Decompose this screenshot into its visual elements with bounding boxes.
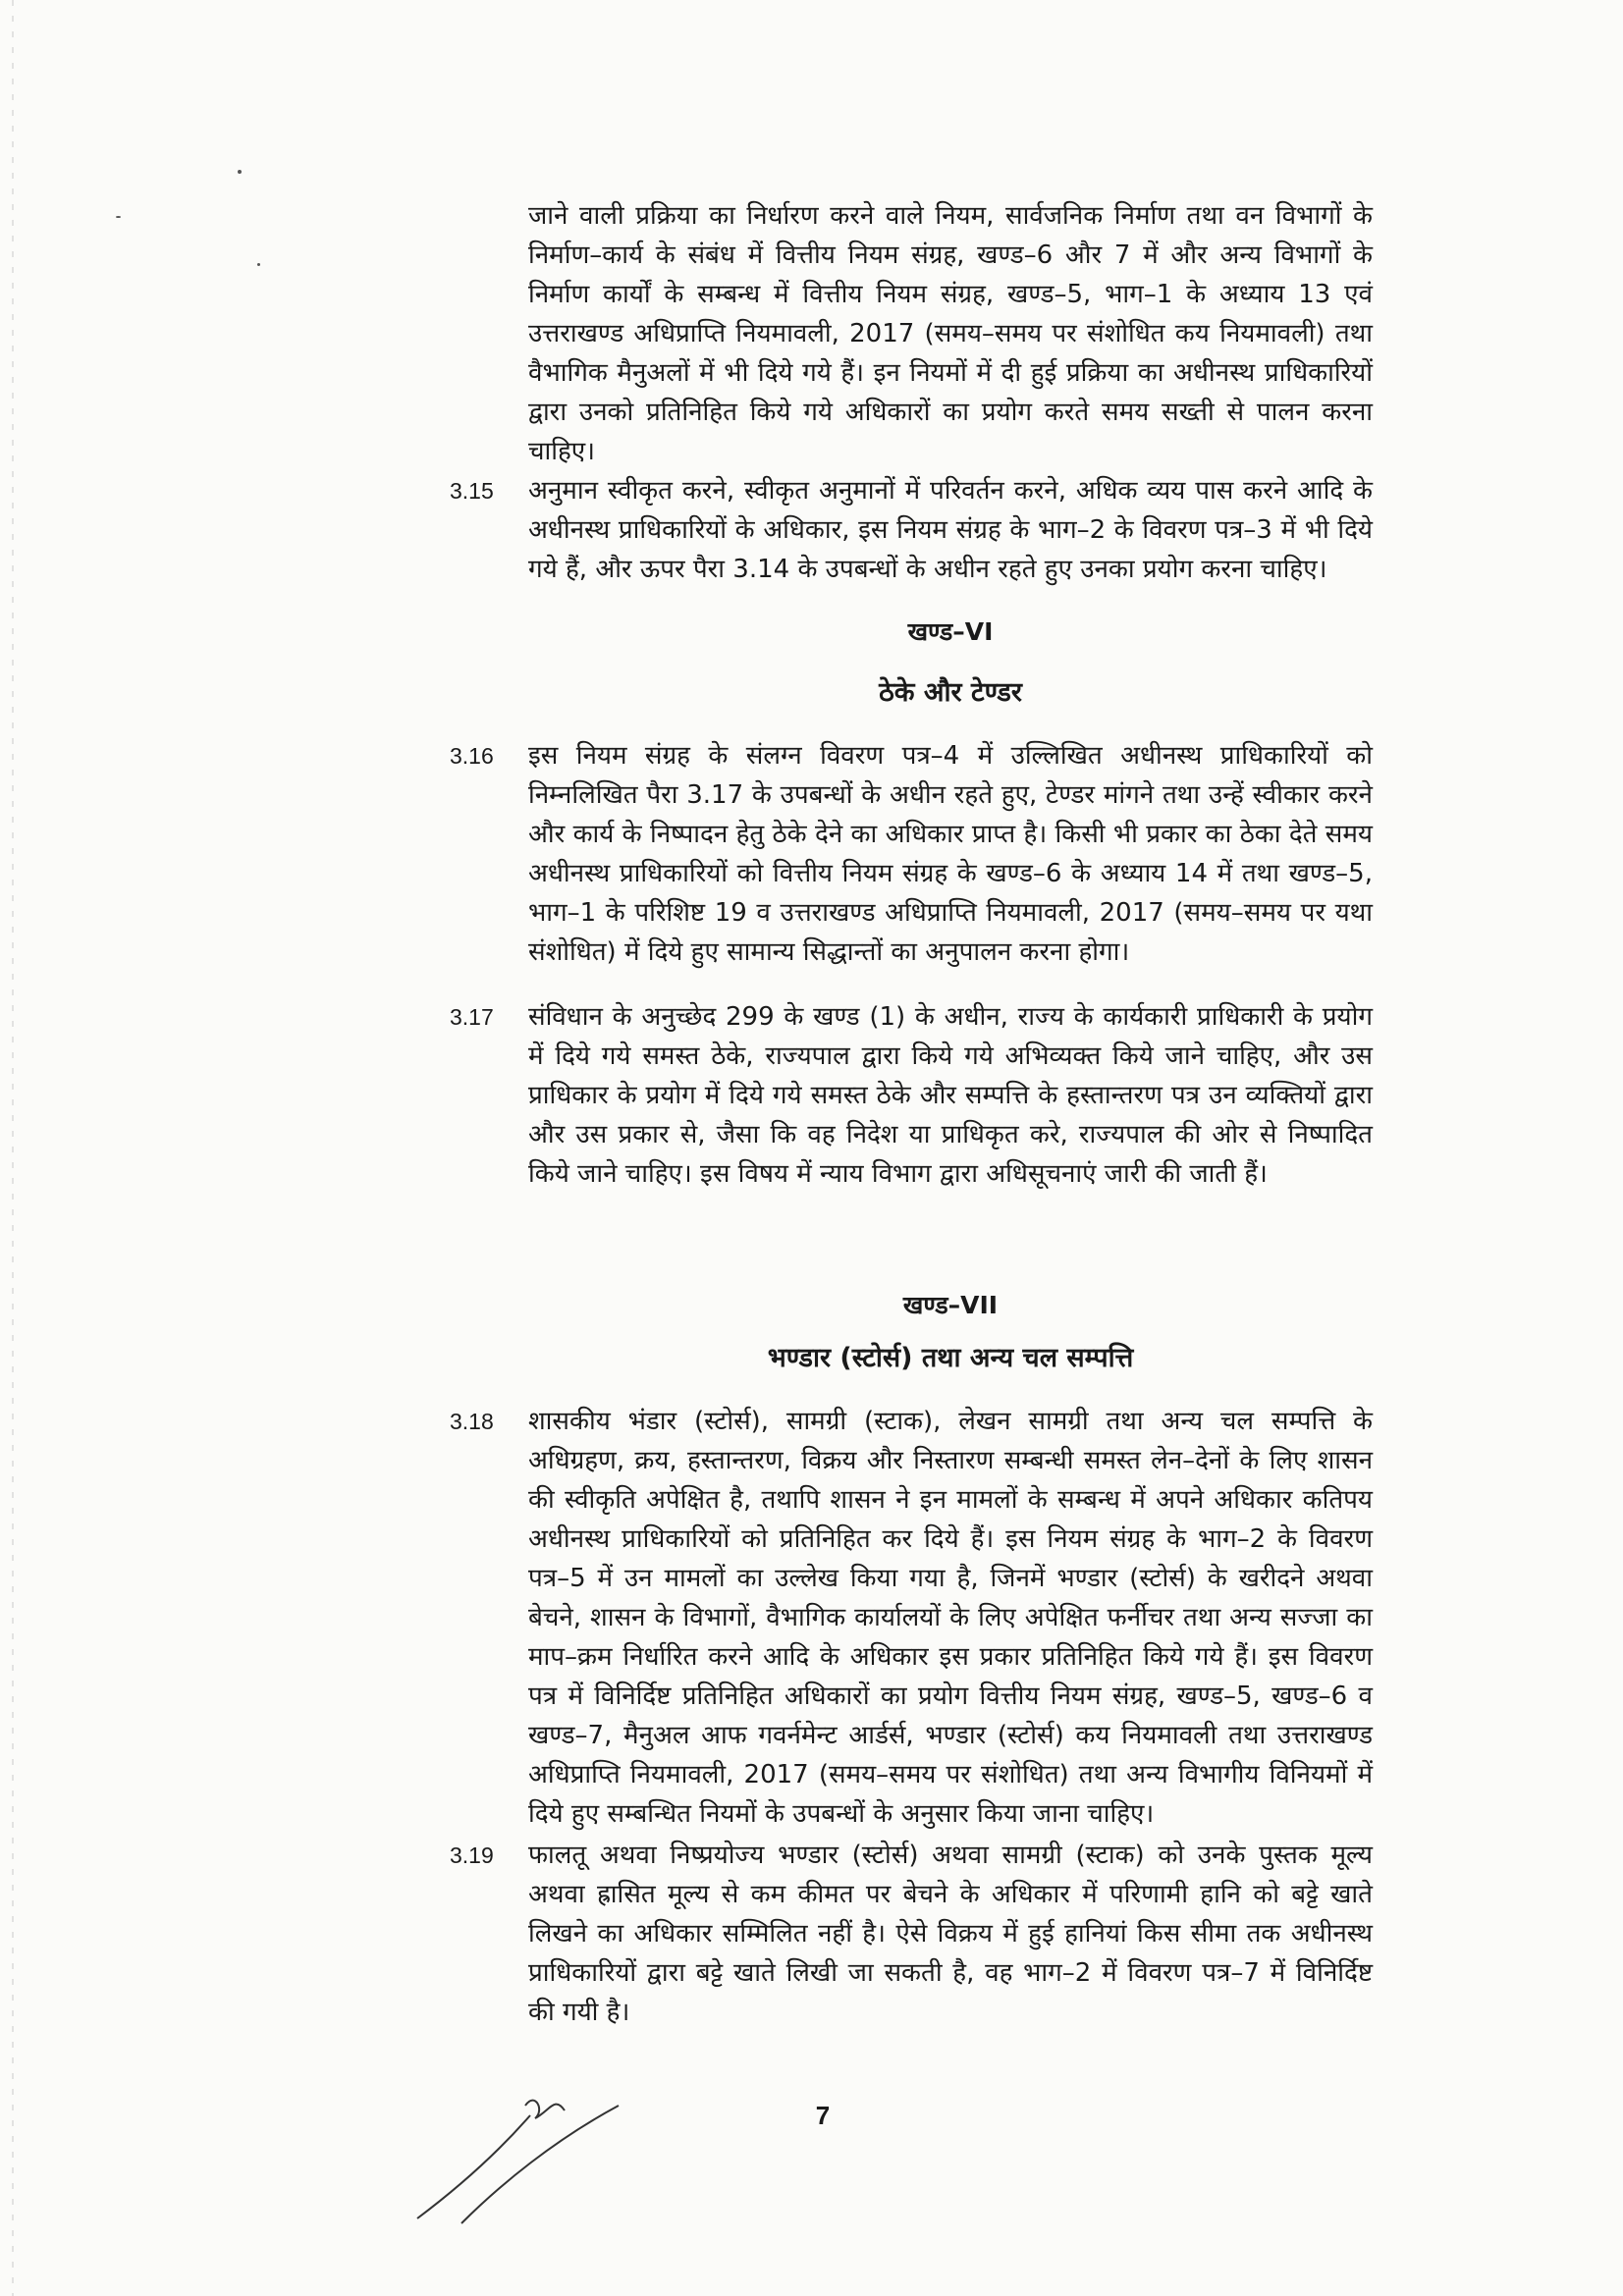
paragraph-number-3-19: 3.19 [450,1842,494,1868]
paragraph-number-3-18: 3.18 [450,1409,494,1434]
section-6-title: खण्ड–VI [907,617,994,646]
paragraph-3-16: इस नियम संग्रह के संलग्न विवरण पत्र–4 में उल्लिखित अधीनस्थ प्राधिकारियों को निम्नलिखित पैरा 3.17 के उपबन्धों के अधीन रहते हुए, टेण्डर मांगने तथा उन्हें स्वीकार करने और कार्य के निष्पादन हेतु ठेके देने का अधिकार प्राप्त है। किसी भी प्रकार का ठेका देते समय अधीनस्थ प्राधिकारियों को वित्तीय नियम संग्रह के खण्ड–6 के अध्याय 14 में तथा खण्ड–5, भाग–1 के परिशिष्ट 19 व उत्तराखण्ड अधिप्राप्ति नियमावली, 2017 (समय–समय पर यथा संशोधित) में दिये हुए सामान्य सिद्धान्तों का अनुपालन करना होगा। [528,741,1373,967]
section-7-subtitle: भण्डार (स्टोर्स) तथा अन्य चल सम्पत्ति [767,1343,1134,1373]
paragraph-3-18: शासकीय भंडार (स्टोर्स), सामग्री (स्टाक), लेखन सामग्री तथा अन्य चल सम्पत्ति के अधिग्रहण, क्रय, हस्तान्तरण, विक्रय और निस्तारण सम्बन्धी समस्त लेन–देनों के लिए शासन की स्वीकृति अपेक्षित है, तथापि शासन ने इन मामलों के सम्बन्ध में अपने अधिकार कतिपय अधीनस्थ प्राधिकारियों को प्रतिनिहित कर दिये हैं। इस नियम संग्रह के भाग–2 के विवरण पत्र–5 में उन मामलों का उल्लेख किया गया है, जिनमें भण्डार (स्टोर्स) के खरीदने अथवा बेचने, शासन के विभागों, वैभागिक कार्यालयों के लिए अपेक्षित फर्नीचर तथा अन्य सज्जा का माप–क्रम निर्धारित करने आदि के अधिकार इस प्रकार प्रतिनिहित किये गये हैं। इस विवरण पत्र में विनिर्दिष्ट प्रतिनिहित अधिकारों का प्रयोग वित्तीय नियम संग्रह, खण्ड–5, खण्ड–6 व खण्ड–7, मैनुअल आफ गवर्नमेन्ट आर्डर्स, भण्डार (स्टोर्स) कय नियमावली तथा उत्तराखण्ड अधिप्राप्ति नियमावली, 2017 (समय–समय पर संशोधित) तथा अन्य विभागीय विनियमों में दिये हुए सम्बन्धित नियमों के उपबन्धों के अनुसार किया जाना चाहिए। [528,1407,1373,1829]
scan-edge-icon [10,0,22,2296]
scan-speck [238,170,242,174]
handwritten-signature-icon [407,2081,633,2228]
paragraph-number-3-16: 3.16 [450,743,494,769]
paragraph-3-17: संविधान के अनुच्छेद 299 के खण्ड (1) के अधीन, राज्य के कार्यकारी प्राधिकारी के प्रयोग में दिये गये समस्त ठेके, राज्यपाल द्वारा किये गये अभिव्यक्त किये जाने चाहिए, और उस प्राधिकार के प्रयोग में दिये गये समस्त ठेके और सम्पत्ति के हस्तान्तरण पत्र उन व्यक्तियों द्वारा और उस प्रकार से, जैसा कि वह निदेश या प्राधिकृत करे, राज्यपाल की ओर से निष्पादित किये जाने चाहिए। इस विषय में न्याय विभाग द्वारा अधिसूचनाएं जारी की जाती हैं। [528,1002,1373,1189]
paragraph-3-15: अनुमान स्वीकृत करने, स्वीकृत अनुमानों में परिवर्तन करने, अधिक व्यय पास करने आदि के अधीनस्थ प्राधिकारियों के अधिकार, इस नियम संग्रह के भाग–2 के विवरण पत्र–3 में भी दिये गये हैं, और ऊपर पैरा 3.14 के उपबन्धों के अधीन रहते हुए उनका प्रयोग करना चाहिए। [528,476,1373,584]
paragraph-3-19: फालतू अथवा निष्प्रयोज्य भण्डार (स्टोर्स) अथवा सामग्री (स्टाक) को उनके पुस्तक मूल्य अथवा ह्रासित मूल्य से कम कीमत पर बेचने के अधिकार में परिणामी हानि को बट्टे खाते लिखने का अधिकार सम्मिलित नहीं है। ऐसे विक्रय में हुई हानियां किस सीमा तक अधीनस्थ प्राधिकारियों द्वारा बट्टे खाते लिखी जा सकती है, वह भाग–2 में विवरण पत्र–7 में विनिर्दिष्ट की गयी है। [528,1841,1373,2027]
page-number: 7 [815,2101,831,2130]
paragraph-intro: जाने वाली प्रक्रिया का निर्धारण करने वाले नियम, सार्वजनिक निर्माण तथा वन विभागों के निर्माण–कार्य के संबंध में वित्तीय नियम संग्रह, खण्ड–6 और 7 में और अन्य विभागों के निर्माण कार्यों के सम्बन्ध में वित्तीय नियम संग्रह, खण्ड–5, भाग–1 के अध्याय 13 एवं उत्तराखण्ड अधिप्राप्ति नियमावली, 2017 (समय–समय पर संशोधित कय नियमावली) तथा वैभागिक मैनुअलों में भी दिये गये हैं। इन नियमों में दी हुई प्रक्रिया का अधीनस्थ प्राधिकारियों द्वारा उनको प्रतिनिहित किये गये अधिकारों का प्रयोग करते समय सख्ती से पालन करना चाहिए। [528,201,1373,466]
scan-speck [257,263,260,266]
paragraph-number-3-17: 3.17 [450,1004,494,1030]
scan-speck [116,216,121,218]
paragraph-number-3-15: 3.15 [450,478,494,504]
section-6-subtitle: ठेके और टेण्डर [879,677,1022,708]
section-7-title: खण्ड–VII [902,1291,999,1319]
